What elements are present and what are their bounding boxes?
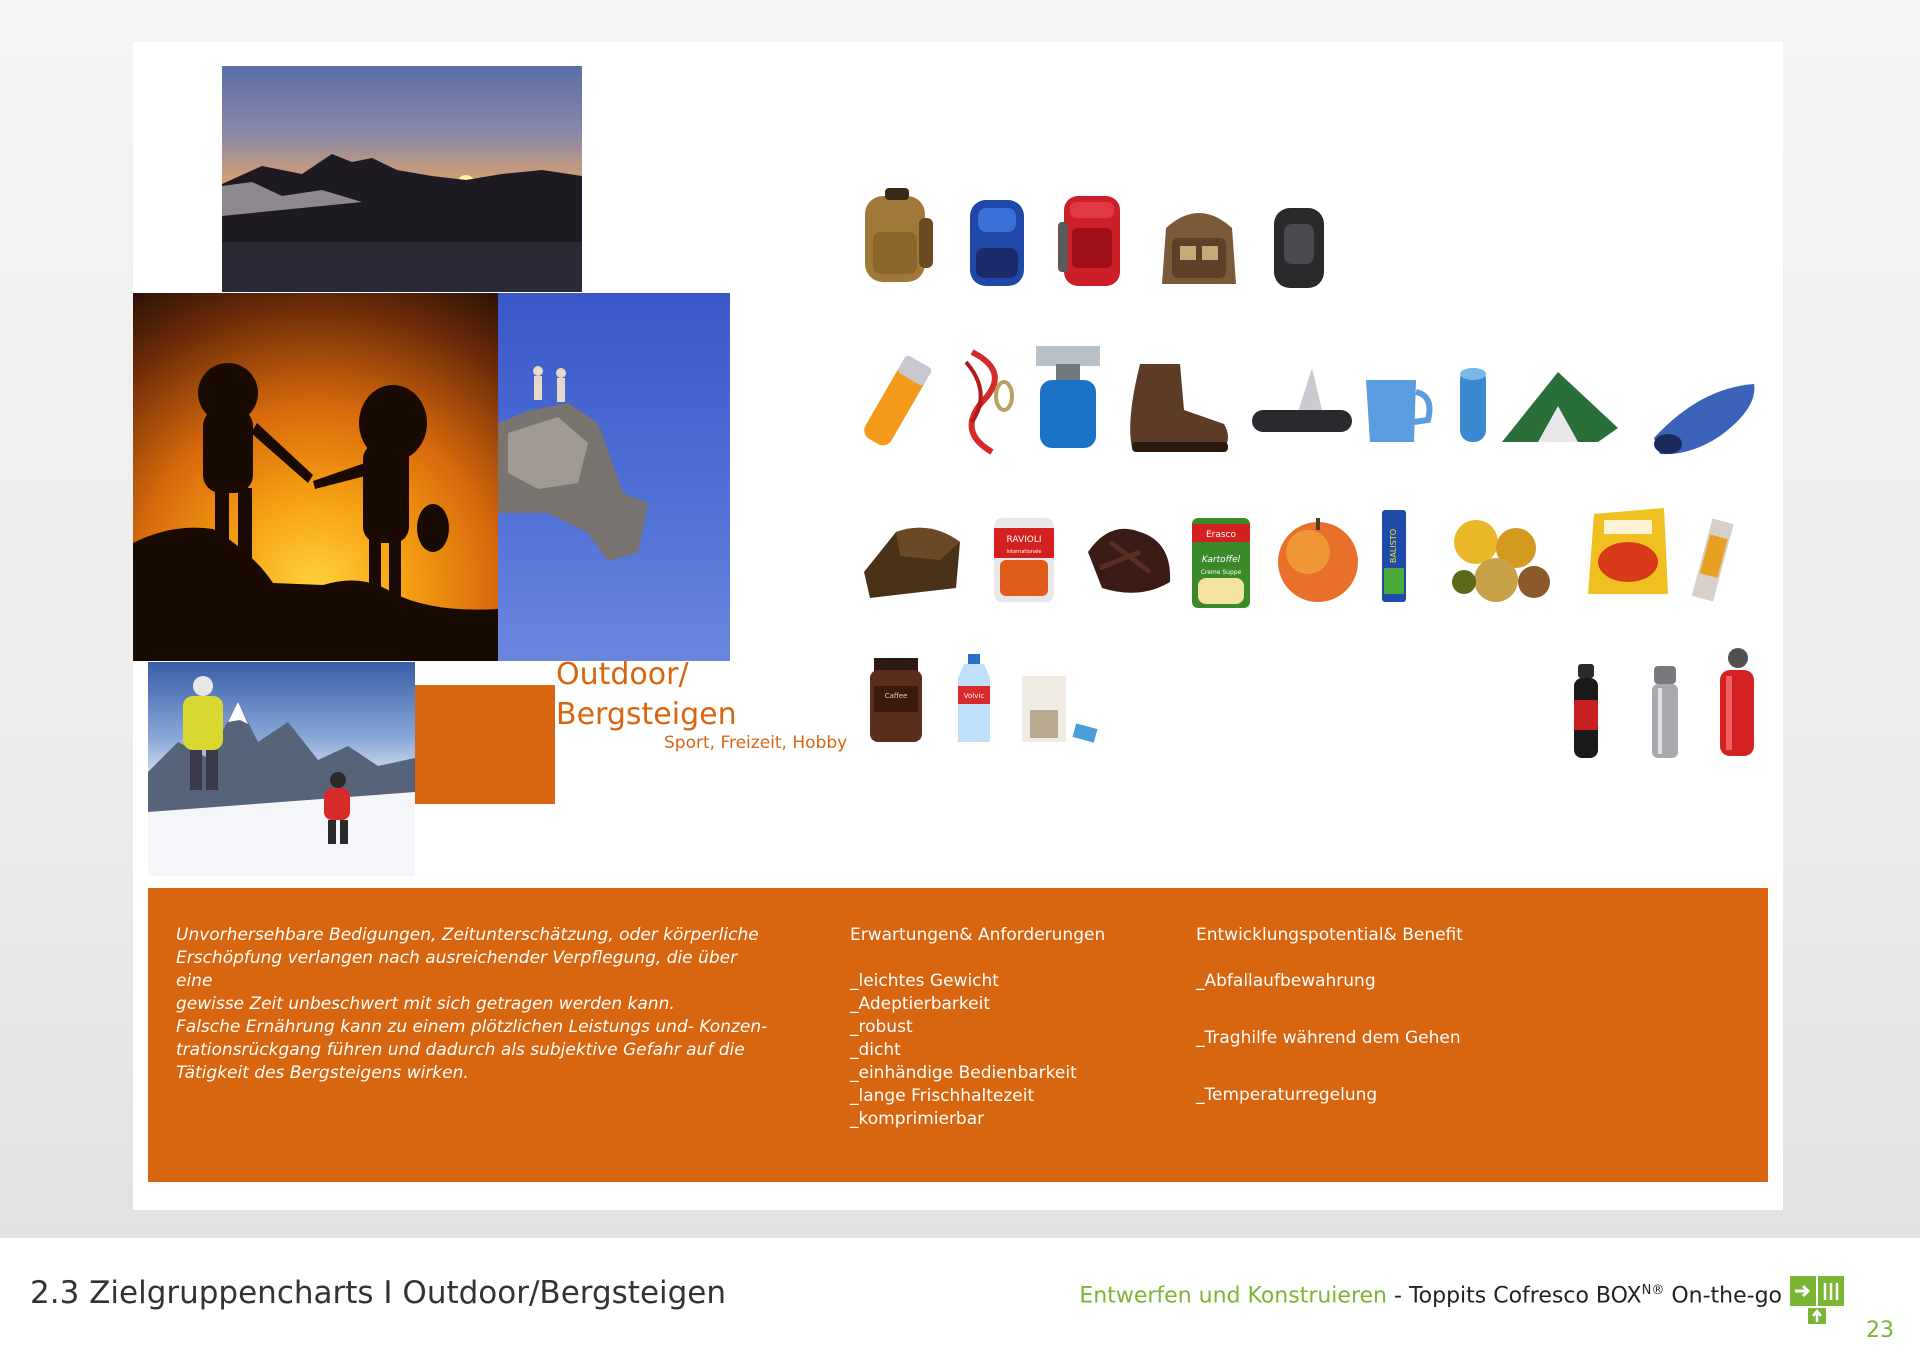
- intro-p2-line3: Tätigkeit des Bergsteigens wirken.: [176, 1063, 469, 1083]
- intro-p1-line1: Unvorhersehbare Bedigungen, Zeitunterschätzung, oder körperliche: [176, 925, 759, 945]
- thermos-flask-icon: [1648, 662, 1682, 762]
- lighter-icon: [851, 350, 943, 456]
- list-item: _komprimierbar: [850, 1109, 985, 1129]
- blue-backpack-icon: [962, 196, 1036, 290]
- footer-product-suffix: On-the-go: [1664, 1283, 1782, 1309]
- tea-bag-icon: [1018, 670, 1104, 750]
- measuring-cup-icon: [1362, 376, 1436, 446]
- list-item: _leichtes Gewicht: [850, 971, 999, 991]
- dried-fruit-icon: [1440, 508, 1560, 610]
- erasco-label: Erasco: [1205, 530, 1237, 540]
- sleeping-mat-roll-icon: [1456, 364, 1490, 446]
- black-hydration-pack-icon: [1268, 204, 1330, 292]
- rope-carabiner-icon: [952, 342, 1018, 466]
- headline-line1: Outdoor/: [556, 657, 689, 692]
- intro-p2-line1: Falsche Ernährung kann zu einem plötzlichen Leistungs und- Konzen-: [176, 1017, 768, 1037]
- apple-icon: [1274, 514, 1362, 604]
- footer-title: 2.3 Zielgruppencharts I Outdoor/Bergsteigen: [30, 1275, 727, 1311]
- jerky-icon: [1080, 512, 1180, 604]
- hiking-boot-icon: [1120, 360, 1236, 456]
- orange-accent-block: [415, 685, 555, 804]
- footer-course-name: Entwerfen und Konstruieren: [1079, 1283, 1387, 1309]
- info-panel: [148, 888, 1768, 1182]
- black-drink-bottle-icon: [1568, 660, 1604, 762]
- sleeping-bag-icon: [1650, 378, 1760, 458]
- headline-subtitle: Sport, Freizeit, Hobby: [664, 733, 848, 753]
- red-aluminum-bottle-icon: [1712, 646, 1762, 760]
- list-item: _lange Frischhaltezeit: [850, 1086, 1035, 1106]
- requirements-list: [850, 970, 1077, 1131]
- dark-bread-icon: [860, 516, 966, 602]
- energy-bar-icon: [1690, 516, 1736, 602]
- footer-trademark: N®: [1641, 1283, 1665, 1298]
- intro-paragraph-1: [176, 924, 776, 1016]
- headline-line2: Bergsteigen: [556, 697, 737, 732]
- water-bottle-icon: [954, 652, 994, 748]
- canvas-rucksack-icon: [1156, 198, 1242, 290]
- headline: [556, 655, 737, 735]
- rock-pinnacle-photo: [498, 293, 730, 661]
- ravioli-label: RAVIOLI: [1006, 535, 1042, 545]
- brown-backpack-icon: [855, 188, 947, 290]
- tent-icon: [1498, 366, 1622, 446]
- intro-p1-line2: Erschöpfung verlangen nach ausreichender Verpflegung, die über eine: [176, 948, 738, 991]
- box-logo-icon: [1790, 1276, 1846, 1324]
- coffee-label: Caffee: [884, 692, 908, 700]
- intro-paragraph-2: [176, 1016, 776, 1085]
- ravioli-sublabel: Internationale: [1006, 549, 1042, 555]
- benefit-heading: Entwicklungspotential& Benefit: [1196, 925, 1463, 945]
- freeze-dried-meal-icon: [1584, 504, 1672, 600]
- list-item: _dicht: [850, 1040, 901, 1060]
- page-number: 23: [1866, 1318, 1894, 1343]
- footer-product-name: Toppits Cofresco BOX: [1408, 1283, 1642, 1309]
- benefit-item-1: _Abfallaufbewahrung: [1196, 971, 1376, 991]
- mountain-sunset-photo: [222, 66, 582, 292]
- kartoffel-label: Kartoffel: [1201, 555, 1241, 565]
- gas-stove-icon: [1030, 340, 1106, 450]
- pocket-knife-icon: [1250, 364, 1356, 450]
- footer-project-line: [1079, 1283, 1782, 1308]
- list-item: _robust: [850, 1017, 913, 1037]
- balisto-label: BALISTO: [1389, 528, 1398, 564]
- volvic-label: Volvic: [963, 692, 985, 700]
- climbers-silhouette-photo: [133, 293, 498, 661]
- balisto-bar-icon: [1376, 506, 1412, 606]
- list-item: _einhändige Bedienbarkeit: [850, 1063, 1077, 1083]
- red-backpack-icon: [1056, 192, 1130, 292]
- requirements-heading: Erwartungen& Anforderungen: [850, 925, 1106, 945]
- erasco-soup-can-icon: [1190, 514, 1252, 612]
- benefit-item-3: _Temperaturregelung: [1196, 1085, 1378, 1105]
- coffee-jar-icon: [866, 654, 926, 746]
- intro-p1-line3: gewisse Zeit unbeschwert mit sich getragen werden kann.: [176, 994, 675, 1014]
- footer-separator: -: [1387, 1283, 1409, 1309]
- list-item: _Adeptierbarkeit: [850, 994, 990, 1014]
- benefit-item-2: _Traghilfe während dem Gehen: [1196, 1028, 1461, 1048]
- ravioli-can-icon: [990, 512, 1058, 606]
- intro-p2-line2: trationsrückgang führen und dadurch als subjektive Gefahr auf die: [176, 1040, 745, 1060]
- alpine-climbers-photo: [148, 662, 415, 876]
- creme-label: Creme Suppe: [1200, 569, 1242, 576]
